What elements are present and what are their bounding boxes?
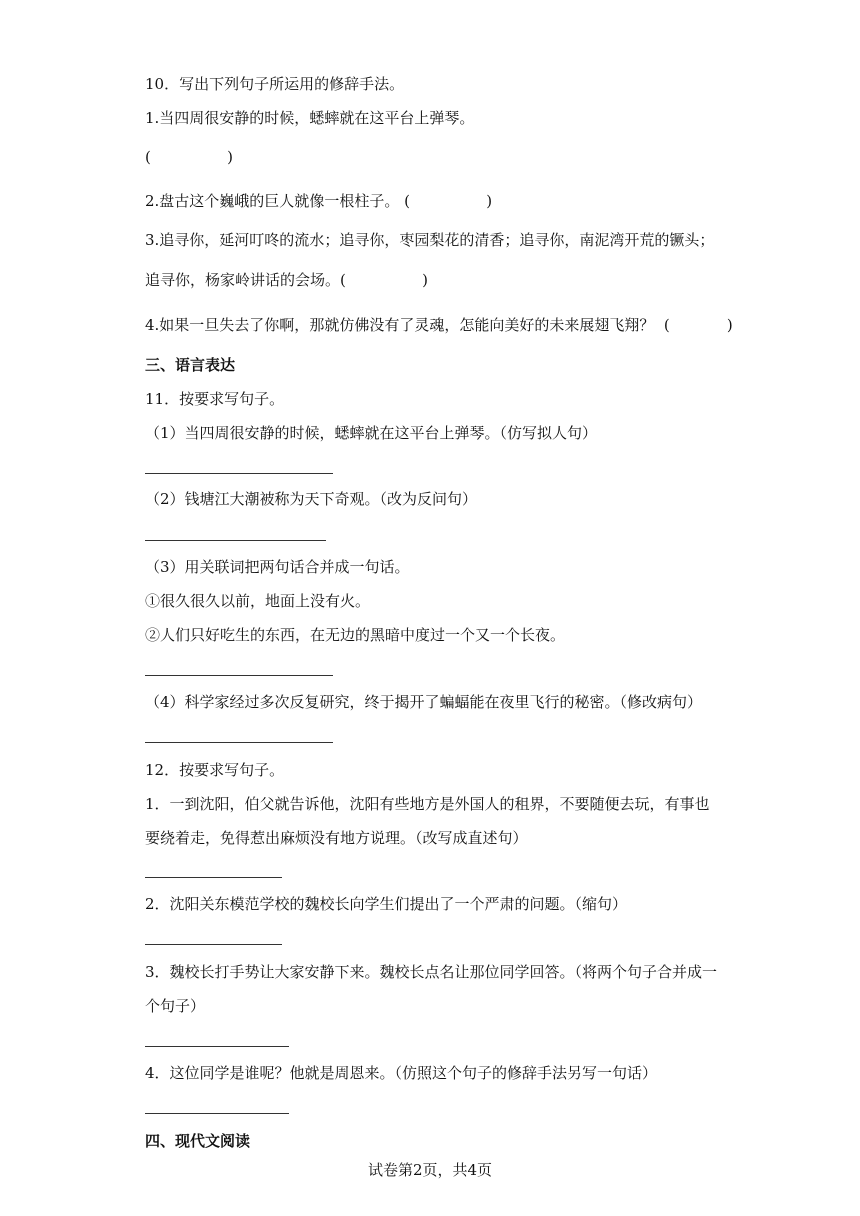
q12-part-2: 2．沈阳关东模范学校的魏校长向学生们提出了一个严肃的问题。（缩句） [145, 895, 628, 913]
q11-part-3-sentence-b: ②人们只好吃生的东西，在无边的黑暗中度过一个又一个长夜。 [145, 626, 566, 644]
q10-answer-paren-1: ( ) [145, 148, 233, 166]
q12-title: 12．按要求写句子。 [145, 761, 285, 779]
q10-sentence-3-line-2: 追寻你，杨家岭讲话的会场。( ) [145, 271, 428, 289]
q10-sentence-4: 4.如果一旦失去了你啊，那就仿佛没有了灵魂，怎能向美好的未来展翅飞翔？ ( ) [145, 316, 733, 334]
q12-part-3-line-2: 个句子） [145, 997, 206, 1015]
q12-part-3-line-1: 3．魏校长打手势让大家安静下来。魏校长点名让那位同学回答。（将两个句子合并成一 [145, 963, 718, 981]
section-3-heading: 三、语言表达 [145, 356, 236, 374]
q12-answer-line-4[interactable] [145, 1113, 289, 1114]
q11-part-2: （2）钱塘江大潮被称为天下奇观。（改为反问句） [145, 490, 478, 508]
q11-answer-line-2[interactable] [145, 540, 326, 541]
q12-answer-line-3[interactable] [145, 1046, 289, 1047]
q10-sentence-1: 1.当四周很安静的时候，蟋蟀就在这平台上弹琴。 [145, 109, 475, 127]
q11-answer-line-3[interactable] [145, 675, 333, 676]
q11-answer-line-4[interactable] [145, 742, 333, 743]
q10-sentence-2: 2.盘古这个巍峨的巨人就像一根柱子。 ( ) [145, 192, 493, 210]
q11-answer-line-1[interactable] [145, 473, 333, 474]
q12-part-1-line-1: 1．一到沈阳，伯父就告诉他，沈阳有些地方是外国人的租界，不要随便去玩，有事也 [145, 795, 710, 813]
q12-answer-line-1[interactable] [145, 877, 282, 878]
q12-answer-line-2[interactable] [145, 944, 282, 945]
q11-part-4: （4）科学家经过多次反复研究，终于揭开了蝙蝠能在夜里飞行的秘密。（修改病句） [145, 693, 703, 711]
section-4-heading: 四、现代文阅读 [145, 1132, 251, 1150]
q10-sentence-3-line-1: 3.追寻你，延河叮咚的流水；追寻你，枣园梨花的清香；追寻你，南泥湾开荒的镢头； [145, 231, 715, 249]
q11-part-3: （3）用关联词把两句话合并成一句话。 [145, 558, 410, 576]
q11-part-1: （1）当四周很安静的时候，蟋蟀就在这平台上弹琴。（仿写拟人句） [145, 424, 598, 442]
q10-title: 10．写出下列句子所运用的修辞手法。 [145, 75, 405, 93]
q12-part-1-line-2: 要绕着走，免得惹出麻烦没有地方说理。（改写成直述句） [145, 829, 528, 847]
q11-part-3-sentence-a: ①很久很久以前，地面上没有火。 [145, 592, 371, 610]
q12-part-4: 4．这位同学是谁呢？他就是周恩来。（仿照这个句子的修辞手法另写一句话） [145, 1064, 658, 1082]
page-footer: 试卷第2页，共4页 [367, 1161, 493, 1179]
q11-title: 11．按要求写句子。 [145, 390, 285, 408]
